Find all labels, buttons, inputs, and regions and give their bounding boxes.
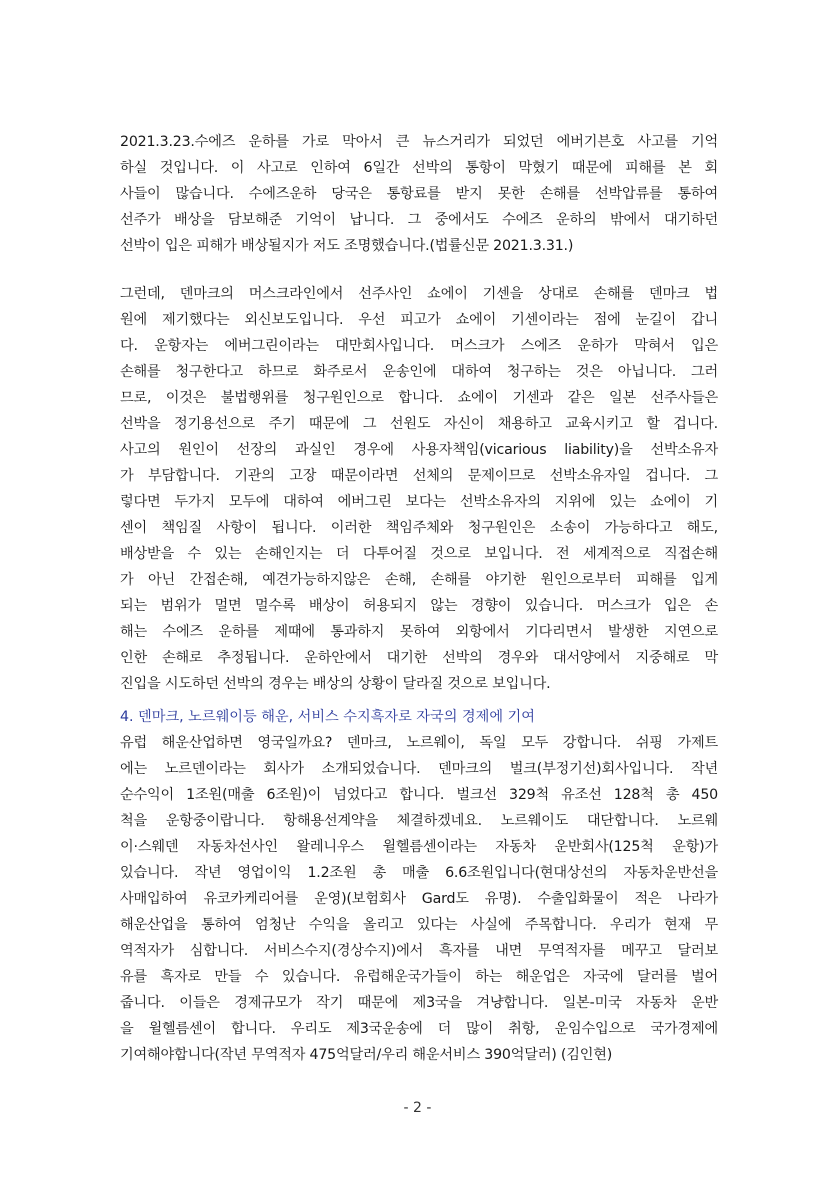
- text-line: 그런데, 덴마크의 머스크라인에서 선주사인 쇼에이 기센을 상대로 손해를 덴마크 법: [120, 286, 718, 302]
- text-line: 에는 노르덴이라는 회사가 소개되었습니다. 덴마크의 벌크(부정기선)회사입니다. 작년: [120, 761, 718, 777]
- text-line: 을 윌헬름센이 합니다. 우리도 제3국운송에 더 많이 취항, 운임수입으로 국가경제에: [120, 1021, 718, 1037]
- text-line: 하실 것입니다. 이 사고로 인하여 6일간 선박의 통항이 막혔기 때문에 피해를 본 회: [120, 160, 718, 176]
- text-line: 유를 흑자로 만들 수 있습니다. 유럽해운국가들이 하는 해운업은 자국에 달러를 벌어: [120, 969, 718, 985]
- text-line: 선박이 입은 피해가 배상될지가 저도 조명했습니다.(법률신문 2021.3.31.): [120, 238, 574, 254]
- text-line: 해는 수에즈 운하를 제때에 통과하지 못하여 외항에서 기다리면서 발생한 지연으로: [120, 624, 718, 640]
- text-line: 역적자가 심합니다. 서비스수지(경상수지)에서 흑자를 내면 무역적자를 메꾸고 달러보: [120, 943, 718, 959]
- paragraph-european-shipping: [120, 730, 718, 1068]
- text-line: 가 부담합니다. 기관의 고장 때문이라면 선체의 문제이므로 선박소유자일 겁니다. 그: [120, 468, 718, 484]
- text-line: 선박을 정기용선으로 주기 때문에 그 선원도 자신이 채용하고 교육시키고 할 겁니다.: [120, 416, 718, 432]
- text-line: 렇다면 두가지 모두에 대하여 에버그린 보다는 선박소유자의 지위에 있는 쇼에이 기: [120, 494, 718, 510]
- text-line: 손해를 청구한다고 하므로 화주로서 운송인에 대하여 청구하는 것은 아닙니다. 그러: [120, 364, 718, 380]
- text-line: 2021.3.23.수에즈 운하를 가로 막아서 큰 뉴스거리가 되었던 에버기븐호 사고를 기억: [120, 134, 718, 150]
- text-line: 사매입하여 유코카케리어를 운영)(보험회사 Gard도 유명). 수출입화물이 적은 나라가: [120, 891, 718, 907]
- text-line: 척을 운항중이랍니다. 항해용선계약을 체결하겠네요. 노르웨이도 대단합니다. 노르웨: [120, 813, 718, 829]
- section-heading: 4. 덴마크, 노르웨이등 해운, 서비스 수지흑자로 자국의 경제에 기여: [120, 709, 535, 725]
- text-line: 기여해야합니다(작년 무역적자 475억달러/우리 해운서비스 390억달러) (김인현): [120, 1047, 613, 1063]
- page-number: - 2 -: [403, 1100, 432, 1116]
- text-line: 사들이 많습니다. 수에즈운하 당국은 통항료를 받지 못한 손해를 선박압류를 통하여: [120, 186, 718, 202]
- text-line: 배상받을 수 있는 손해인지는 더 다투어질 것으로 보입니다. 전 세계적으로 직접손해: [120, 546, 718, 562]
- paragraph-maersk-lawsuit: [120, 281, 718, 697]
- text-line: 가 아닌 간접손해, 예견가능하지않은 손해, 손해를 야기한 원인으로부터 피해를 입게: [120, 572, 718, 588]
- text-line: 순수익이 1조원(매출 6조원)이 넘었다고 합니다. 벌크선 329척 유조선 128척 총 450: [120, 787, 718, 803]
- text-line: 유럽 해운산업하면 영국일까요? 덴마크, 노르웨이, 독일 모두 강합니다. 쉬핑 가제트: [120, 735, 718, 751]
- text-line: 센이 책임질 사항이 됩니다. 이러한 책임주체와 청구원인은 소송이 가능하다고 해도,: [120, 520, 718, 536]
- text-line: 선주가 배상을 담보해준 기억이 납니다. 그 중에서도 수에즈 운하의 밖에서 대기하던: [120, 212, 718, 228]
- text-line: 사고의 원인이 선장의 과실인 경우에 사용자책임(vicarious liability)을 선박소유자: [120, 442, 718, 458]
- text-line: 원에 제기했다는 외신보도입니다. 우선 피고가 쇼에이 기센이라는 점에 눈길이 갑니: [120, 312, 718, 328]
- text-line: 다. 운항자는 에버그린이라는 대만회사입니다. 머스크가 스에즈 운하가 막혀서 입은: [120, 338, 718, 354]
- text-line: 인한 손해로 추정됩니다. 운하안에서 대기한 선박의 경우와 대서양에서 지중해로 막: [120, 650, 718, 666]
- text-line: 므로, 이것은 불법행위를 청구원인으로 합니다. 쇼에이 기센과 같은 일본 선주사들은: [120, 390, 718, 406]
- text-line: 되는 범위가 멀면 멀수록 배상이 허용되지 않는 경향이 있습니다. 머스크가 입은 손: [120, 598, 718, 614]
- text-line: 진입을 시도하던 선박의 경우는 배상의 상황이 달라질 것으로 보입니다.: [120, 676, 551, 692]
- text-line: 이·스웨덴 자동차선사인 왈레니우스 윌헬름센이라는 자동차 운반회사(125척 운항)가: [120, 839, 718, 855]
- text-line: 줍니다. 이들은 경제규모가 작기 때문에 제3국을 겨냥합니다. 일본-미국 자동차 운반: [120, 995, 718, 1011]
- text-line: 해운산업을 통하여 엄청난 수익을 올리고 있다는 사실에 주목합니다. 우리가 현재 무: [120, 917, 718, 933]
- text-line: 있습니다. 작년 영업이익 1.2조원 총 매출 6.6조원입니다(현대상선의 자동차운반선을: [120, 865, 718, 881]
- paragraph-ever-given-accident: [120, 129, 718, 259]
